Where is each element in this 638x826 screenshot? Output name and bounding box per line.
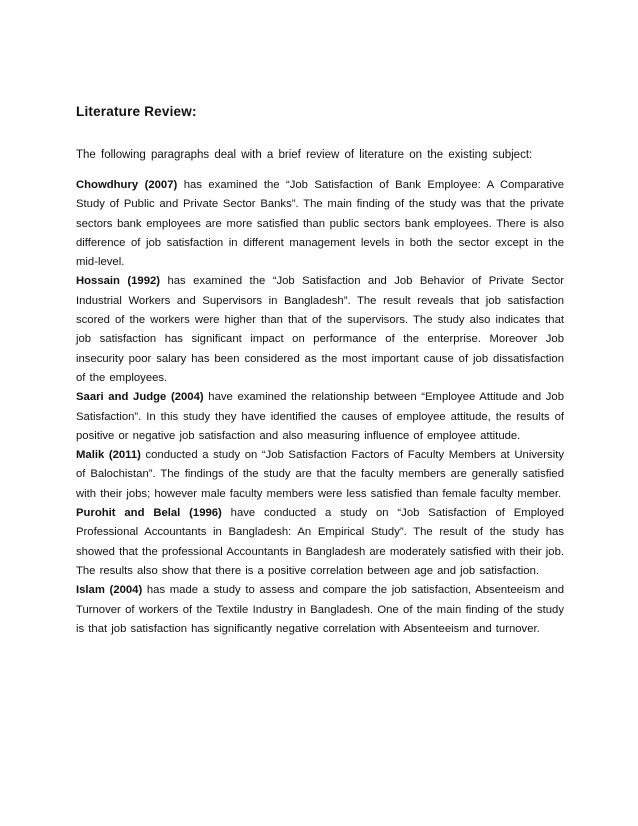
review-paragraph-chowdhury [76,176,564,272]
paragraph-text: has examined the “Job Satisfaction of Bank Employee: A Comparative Study of Public and Private Sector Banks”. The main finding of the study was that the private sectors bank employees are more satisfied than public sectors bank employees. There is also difference of job satisfaction in different management levels in both the sector except in the mid-level. [76,179,564,269]
review-paragraph-saari-judge [76,388,564,446]
author-citation: Chowdhury (2007) [76,179,178,191]
intro-paragraph: The following paragraphs deal with a brief review of literature on the existing subject: [76,149,533,161]
paragraph-text: conducted a study on “Job Satisfaction Factors of Faculty Members at University of Balochistan”. The findings of the study are that the faculty members are generally satisfied with their jobs; however male faculty members were less satisfied than female faculty member. [76,449,564,500]
review-body [76,176,564,639]
review-paragraph-purohit-belal [76,504,564,581]
paragraph-text: has examined the “Job Satisfaction and Job Behavior of Private Sector Industrial Workers and Supervisors in Bangladesh”. The result reveals that job satisfaction scored of the workers were higher than that of the supervisors. The study also indicates that job satisfaction has significant impact on performance of the enterprise. Moreover Job insecurity poor salary has been considered as the most important cause of job dissatisfaction of the employees. [76,275,564,384]
review-paragraph-islam [76,581,564,639]
review-paragraph-hossain [76,272,564,388]
author-citation: Hossain (1992) [76,275,161,288]
paragraph-text: have conducted a study on “Job Satisfaction of Employed Professional Accountants in Bangladesh: An Empirical Study”. The result of the study has showed that the professional Accountants in Bangladesh are moderately satisfied with their job. The results also show that there is a positive correlation between age and job satisfaction. [76,507,565,577]
author-citation: Purohit and Belal (1996) [76,507,222,520]
paragraph-text: have examined the relationship between “Employee Attitude and Job Satisfaction”. In this study they have identified the causes of employee attitude, the results of positive or negative job satisfaction and also measuring influence of employee attitude. [76,391,564,442]
author-citation: Islam (2004) [76,584,143,597]
author-citation: Malik (2011) [76,449,141,462]
author-citation: Saari and Judge (2004) [76,391,204,404]
paragraph-text: has made a study to assess and compare the job satisfaction, Absenteeism and Turnover of workers of the Textile Industry in Bangladesh. One of the main finding of the study is that job satisfaction has significantly negative correlation with Absenteeism and turnover. [76,584,564,635]
section-heading: Literature Review: [76,104,197,119]
review-paragraph-malik [76,446,564,504]
